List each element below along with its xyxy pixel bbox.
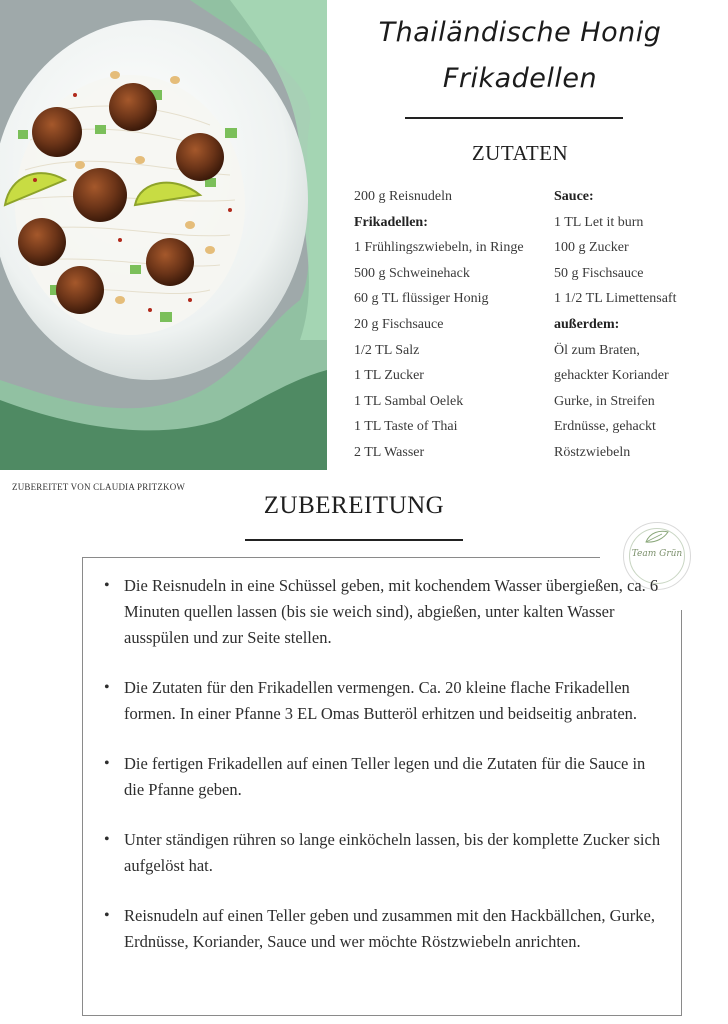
ingredient-item: 50 g Fischsauce (554, 265, 644, 281)
ingredients-right-column (554, 184, 676, 466)
preparation-steps (104, 573, 664, 955)
ingredient-group-label: Sauce: (554, 189, 594, 204)
ingredient-item: gehackter Koriander (554, 368, 669, 384)
step-item: • Die Zutaten für den Frikadellen vermengen. Ca. 20 kleine flache Frikadellen formen. In einer Pfanne 3 EL Omas Butteröl erhitzen und beidseitig anbraten. (104, 675, 664, 727)
ingredient-item: 60 g TL flüssiger Honig (354, 291, 489, 307)
ingredients-heading: ZUTATEN (471, 141, 569, 165)
ingredient-item: 20 g Fischsauce (354, 316, 444, 332)
ingredient-item: 100 g Zucker (554, 240, 629, 256)
leaf-icon (644, 530, 670, 544)
ingredient-group-label: Frikadellen: (354, 214, 428, 230)
ingredient-item: 1 TL Taste of Thai (354, 419, 458, 435)
title-line-2: Frikadellen (442, 63, 598, 94)
ingredient-item: 1 Frühlingszwiebeln, in Ringe (354, 240, 524, 256)
ingredient-item: 1/2 TL Salz (354, 342, 420, 358)
ingredient-item: Erdnüsse, gehackt (554, 419, 656, 435)
preparation-divider (245, 539, 463, 541)
step-item: • Unter ständigen rühren so lange einköcheln lassen, bis der komplette Zucker sich aufgelöst hat. (104, 827, 664, 879)
ingredient-group-label: außerdem: (554, 316, 620, 332)
dish-illustration (0, 0, 327, 470)
ingredient-item: 200 g Reisnudeln (354, 189, 452, 204)
ingredient-item: Gurke, in Streifen (554, 393, 655, 409)
dish-photo (0, 0, 327, 470)
ingredient-item: 2 TL Wasser (354, 444, 425, 460)
ingredient-item: Röstzwiebeln (554, 444, 631, 460)
preparation-heading: ZUBEREITUNG (263, 492, 445, 519)
title-divider (405, 117, 623, 119)
step-item: • Die Reisnudeln in eine Schüssel geben, mit kochendem Wasser übergießen, ca. 6 Minuten quellen lassen (bis sie weich sind), abgießen, unter kalten Wasser ausspülen und zur Seite stellen. (104, 573, 664, 651)
ingredients-left-column (354, 184, 524, 466)
ingredient-item: 1 TL Let it burn (554, 214, 644, 230)
recipe-title (340, 10, 700, 102)
ingredient-item: 500 g Schweinehack (354, 265, 470, 281)
ingredient-item: Öl zum Braten, (554, 342, 640, 358)
title-line-1: Thailändische Honig (378, 17, 662, 48)
author-credit: ZUBEREITET VON CLAUDIA PRITZKOW (12, 482, 186, 492)
ingredient-item: 1 TL Zucker (354, 368, 424, 384)
step-item: • Die fertigen Frikadellen auf einen Teller legen und die Zutaten für die Sauce in die Pfanne geben. (104, 751, 664, 803)
logo-text: Team Grün (631, 549, 683, 559)
ingredient-item: 1 TL Sambal Oelek (354, 393, 464, 409)
step-item: • Reisnudeln auf einen Teller geben und zusammen mit den Hackbällchen, Gurke, Erdnüsse, Koriander, Sauce und wer möchte Röstzwiebeln anrichten. (104, 903, 664, 955)
ingredient-item: 1 1/2 TL Limettensaft (554, 291, 677, 307)
